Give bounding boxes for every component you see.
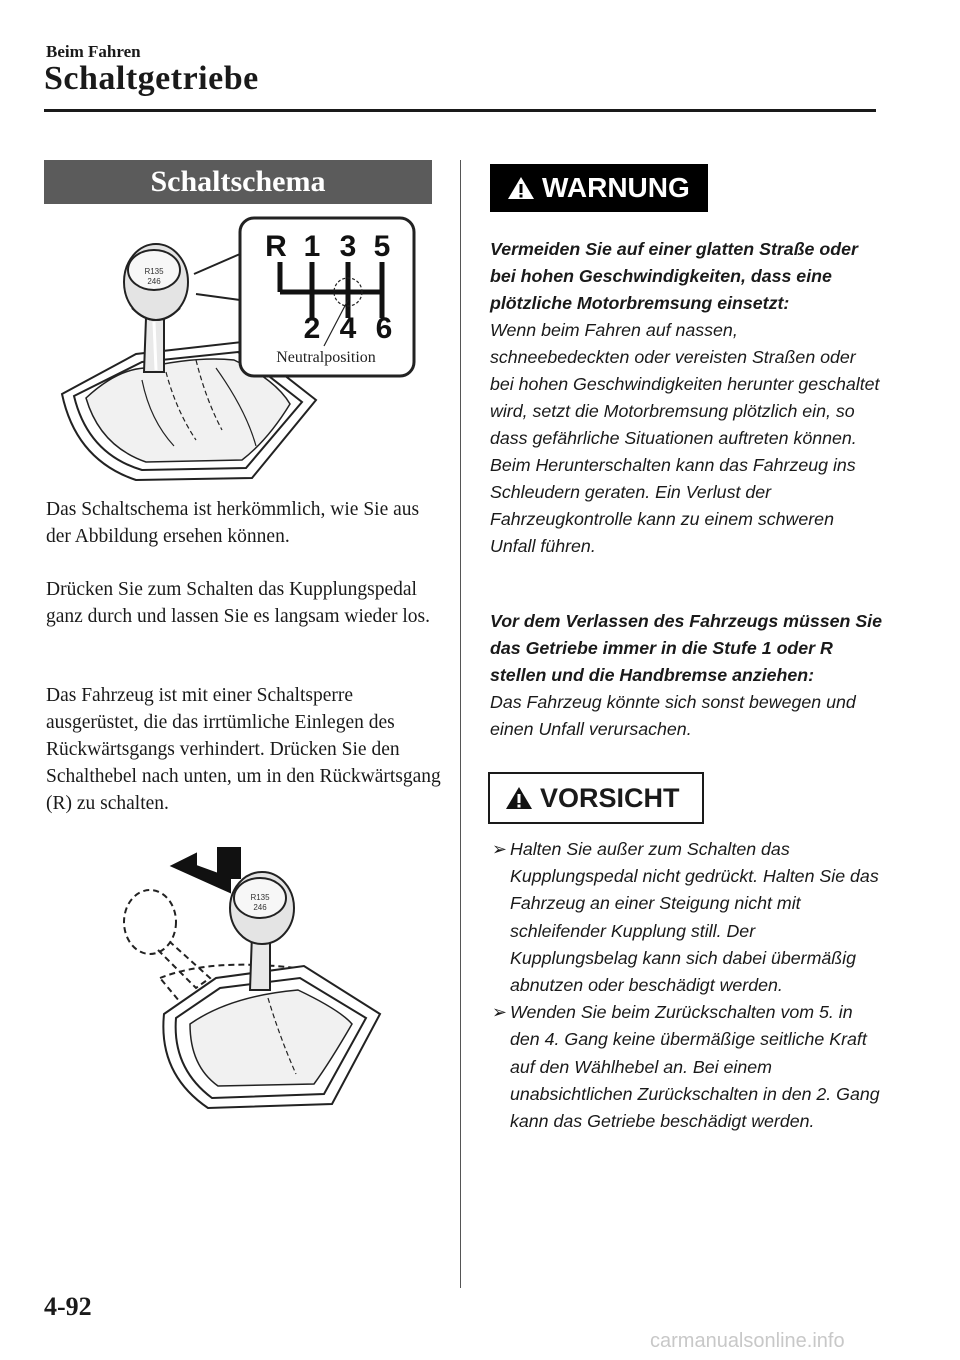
page-number: 4-92 (44, 1292, 92, 1321)
caution-badge (488, 772, 704, 824)
svg-text:R135: R135 (250, 893, 270, 902)
caution-label: VORSICHT (540, 782, 680, 813)
svg-text:246: 246 (147, 277, 161, 286)
list-item: ➢ Wenden Sie beim Zurückschalten vom 5. in den 4. Gang keine übermäßige seitliche Kraft auf den Wählhebel an. Bei einem unabsichtlichen Zurückschalten in den 2. Gang kann das Getriebe beschädigt werden. (492, 999, 884, 1135)
warning-triangle-icon (504, 785, 534, 811)
caution-list (492, 836, 884, 1135)
warning-triangle-icon (506, 175, 536, 201)
gear-label: R (265, 230, 287, 263)
warning-badge (490, 164, 708, 212)
warning-text: Wenn beim Fahren auf nassen, schneebedeckten oder vereisten Straßen oder bei hohen Geschwindigkeiten herunter geschaltet wird, setzt die Motorbremsung plötzlich ein, so dass gefährliche Situationen auftreten können. Beim Herunterschalten kann das Fahrzeug ins Schleudern geraten. Ein Verlust der Fahrzeugkontrolle kann zu einem schweren Unfall führen. (490, 320, 880, 556)
gear-label: 3 (339, 230, 357, 263)
gear-label: 6 (375, 312, 393, 345)
column-divider (460, 160, 461, 1288)
watermark: carmanualsonline.info (650, 1330, 845, 1352)
warning-heading: Vermeiden Sie auf einer glatten Straße oder bei hohen Geschwindigkeiten, dass eine plötzliche Motorbremsung einsetzt: (490, 239, 858, 313)
page-title: Schaltgetriebe (44, 60, 259, 97)
reverse-gear-figure (100, 838, 420, 1118)
section-heading: Schaltschema (44, 160, 432, 204)
warning-text: Das Fahrzeug könnte sich sonst bewegen und einen Unfall verursachen. (490, 692, 856, 739)
chapter-label: Beim Fahren (46, 42, 141, 61)
svg-text:R135: R135 (144, 267, 164, 276)
list-item: ➢ Halten Sie außer zum Schalten das Kupplungspedal nicht gedrückt. Halten Sie das Fahrzeug an einer Steigung nicht mit schleifender Kupplung still. Der Kupplungsbelag kann sich dabei übermäßig abnutzen oder beschädigt werden. (492, 836, 884, 999)
gear-label: 2 (303, 312, 321, 345)
body-paragraph: Drücken Sie zum Schalten das Kupplungspedal ganz durch und lassen Sie es langsam wieder los. (46, 579, 430, 627)
title-divider (44, 109, 876, 112)
gear-label: 5 (373, 230, 391, 263)
bullet-arrow-icon: ➢ (492, 1002, 507, 1023)
body-paragraph: Das Fahrzeug ist mit einer Schaltsperre ausgerüstet, die das irrtümliche Einlegen des Rückwärtsgangs verhindert. Drücken Sie den Schalthebel nach unten, um in den Rückwärtsgang (R) zu schalten. (46, 685, 441, 814)
gear-label: 4 (339, 312, 357, 345)
bullet-arrow-icon: ➢ (492, 839, 507, 859)
neutral-position-label: Neutralposition (276, 349, 376, 366)
warning-block (490, 236, 882, 560)
push-down-arrow-icon (172, 848, 240, 892)
gear-label: 1 (303, 230, 321, 263)
gear-lever-figure (46, 210, 432, 490)
svg-text:246: 246 (253, 903, 267, 912)
callout-line (196, 294, 240, 300)
warning-block (490, 608, 882, 743)
body-paragraph: Das Schaltschema ist herkömmlich, wie Sie aus der Abbildung ersehen können. (46, 499, 420, 547)
warning-label: WARNUNG (542, 172, 690, 203)
callout-line (194, 254, 240, 274)
warning-heading: Vor dem Verlassen des Fahrzeugs müssen Sie das Getriebe immer in die Stufe 1 oder R stellen und die Handbremse anziehen: (490, 611, 883, 685)
